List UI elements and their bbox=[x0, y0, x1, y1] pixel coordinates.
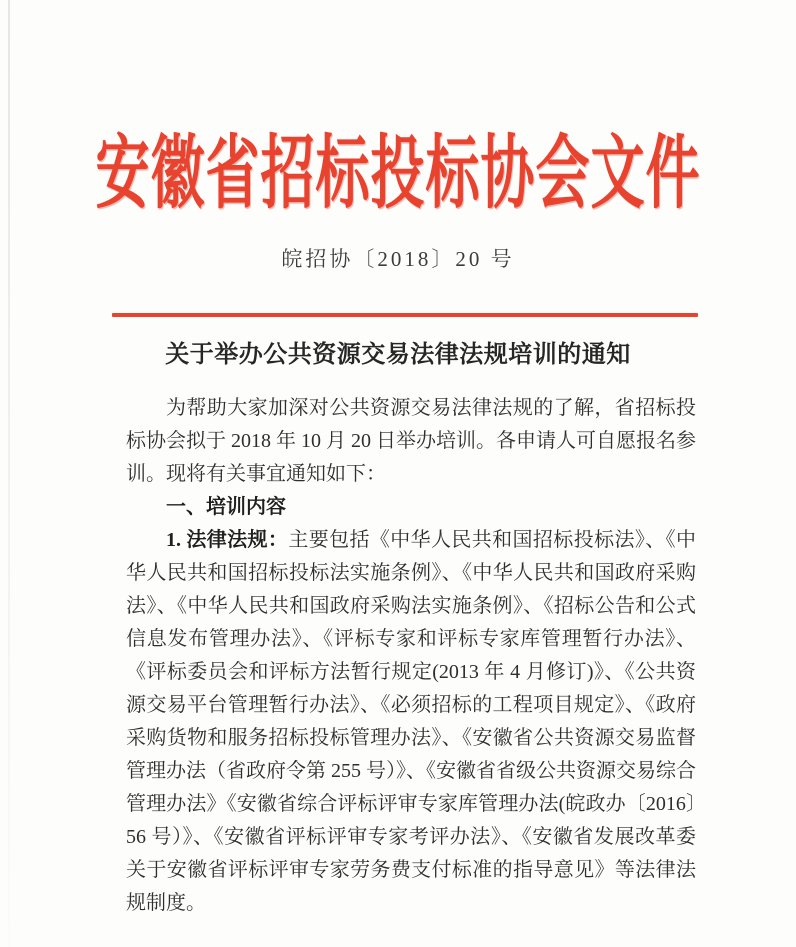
intro-paragraph: 为帮助大家加深对公共资源交易法律法规的了解，省招标投标协会拟于 2018 年 10 月 20 日举办培训。各申请人可自愿报名参训。现将有关事宜通知如下： bbox=[126, 397, 696, 485]
item-paragraph-laws bbox=[126, 524, 696, 920]
notice-body bbox=[126, 392, 696, 920]
document-number: 皖招协〔2018〕20 号 bbox=[281, 247, 515, 271]
notice-title: 关于举办公共资源交易法律法规培训的通知 bbox=[165, 342, 631, 368]
section-heading-training-content: 一、培训内容 bbox=[166, 496, 286, 518]
item-label-laws: 1. 法律法规： bbox=[166, 529, 289, 551]
red-divider-line bbox=[112, 313, 698, 317]
letterhead-title: 安徽省招标投标协会文件 bbox=[95, 129, 701, 219]
item-text-laws: 主要包括《中华人民共和国招标投标法》、《中华人民共和国招标投标法实施条例》、《中华人民共和国政府采购法》、《中华人民共和国政府采购法实施条例》、《招标公告和公式信息发布管理办法》、《评标专家和评标专家库管理暂行办法》、《评标委员会和评标方法暂行规定(2013 年 4 月修订)》、《公共资源交易平台管理暂行办法》、《必须招标的工程项目规定》、《政府采购货物和服务招标投标管理办法》、《安徽省公共资源交易监督管理办法（省政府令第 255 号）》、《安徽省省级公共资源交易综合管理办法》《安徽省综合评标评审专家库管理办法(皖政办〔2016〕56 号）》、《安徽省评标评审专家考评办法》、《安徽省发展改革委关于安徽省评标评审专家劳务费支付标准的指导意见》等法律法规制度。 bbox=[126, 529, 697, 914]
